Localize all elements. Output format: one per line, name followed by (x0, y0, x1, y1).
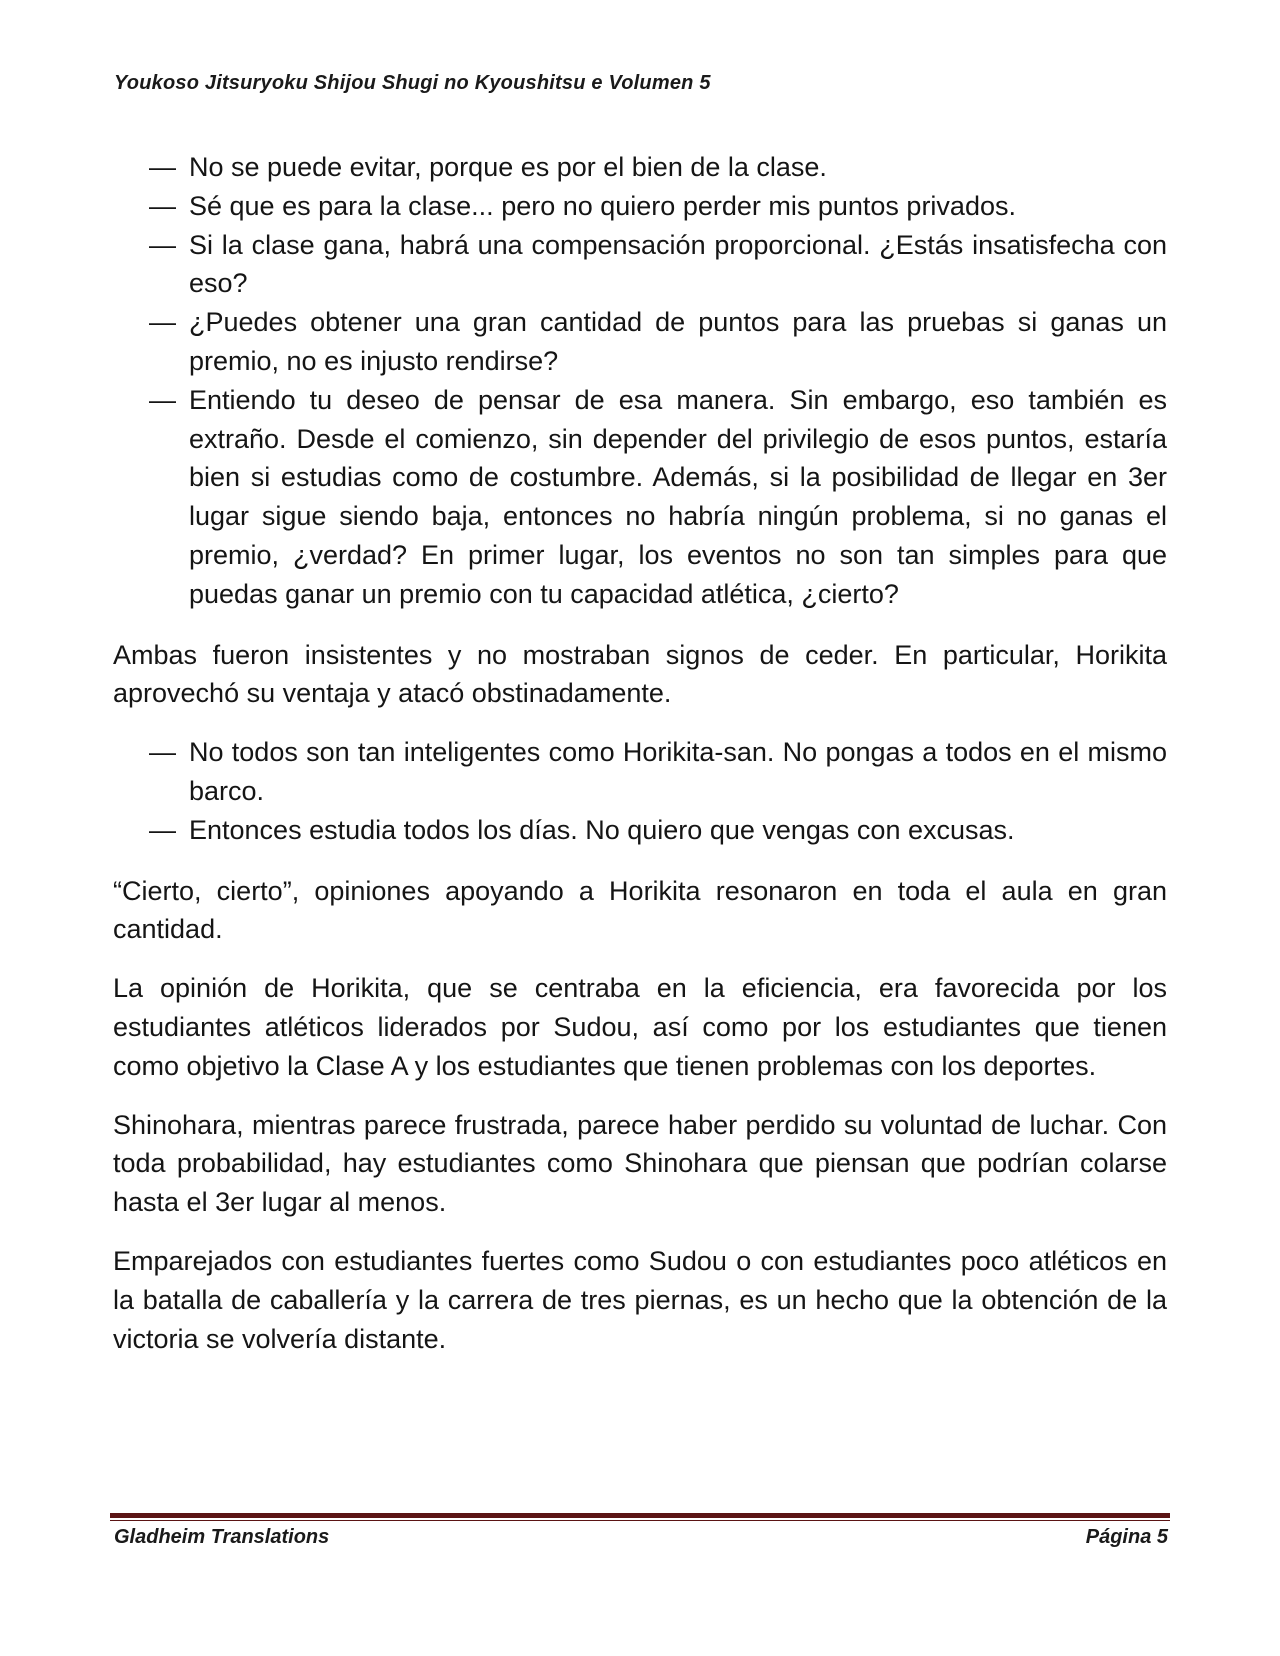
dialogue-dash: — (149, 307, 176, 338)
narration-paragraph: “Cierto, cierto”, opiniones apoyando a Horikita resonaron en toda el aula en gran cantidad. (113, 875, 1167, 945)
document-body (113, 148, 1167, 1378)
footer-divider (110, 1513, 1170, 1521)
dialogue-dash: — (149, 152, 176, 182)
dialogue-dash: — (149, 190, 176, 221)
dialogue-dash: — (149, 737, 176, 768)
dialogue-text: Entiendo tu deseo de pensar de esa manera. Sin embargo, eso también es extraño. Desde el comienzo, sin depender del privilegio de esos puntos, estaría bien si estudias como de costumbre. Además, si la posibilidad de llegar en 3er lugar sigue siendo baja, entonces no habría ningún problema, si no ganas el premio, ¿verdad? En primer lugar, los eventos no son tan simples para que puedas ganar un premio con tu capacidad atlética, ¿cierto? (189, 384, 1167, 609)
footer-divider-thin (110, 1520, 1170, 1521)
dialogue-text: No se puede evitar, porque es por el bien de la clase. (189, 152, 827, 182)
page-footer (114, 1526, 1168, 1549)
dialogue-line (113, 187, 1167, 226)
dialogue-dash: — (149, 384, 176, 415)
dialogue-text: ¿Puedes obtener una gran cantidad de puntos para las pruebas si ganas un premio, no es injusto rendirse? (189, 307, 1167, 376)
dialogue-block-1 (113, 148, 1167, 614)
dialogue-text: No todos son tan inteligentes como Horikita-san. No pongas a todos en el mismo barco. (189, 737, 1167, 806)
footer-page-number: Página 5 (1085, 1526, 1168, 1548)
dialogue-line (113, 226, 1167, 304)
dialogue-line (113, 303, 1167, 381)
narration-paragraph: Ambas fueron insistentes y no mostraban signos de ceder. En particular, Horikita aprovechó su ventaja y atacó obstinadamente. (113, 639, 1167, 709)
dialogue-text: Sé que es para la clase... pero no quiero perder mis puntos privados. (189, 190, 1016, 221)
narration-paragraph: La opinión de Horikita, que se centraba en la eficiencia, era favorecida por los estudiantes atléticos liderados por Sudou, así como por los estudiantes que tienen como objetivo la Clase A y los estudiantes que tienen problemas con los deportes. (113, 973, 1167, 1081)
footer-divider-thick (110, 1513, 1170, 1518)
dialogue-line (113, 148, 1167, 187)
dialogue-text: Si la clase gana, habrá una compensación proporcional. ¿Estás insatisfecha con eso? (189, 229, 1167, 299)
dialogue-line (113, 733, 1167, 811)
dialogue-dash: — (149, 229, 176, 260)
dialogue-line (113, 381, 1167, 614)
dialogue-dash: — (149, 814, 176, 845)
page-header-title: Youkoso Jitsuryoku Shijou Shugi no Kyoushitsu e Volumen 5 (114, 72, 711, 94)
narration-paragraph: Shinohara, mientras parece frustrada, parece haber perdido su voluntad de luchar. Con toda probabilidad, hay estudiantes como Shinohara que piensan que podrían colarse hasta el 3er lugar al menos. (113, 1109, 1167, 1218)
narration-paragraph: Emparejados con estudiantes fuertes como Sudou o con estudiantes poco atléticos en la batalla de caballería y la carrera de tres piernas, es un hecho que la obtención de la victoria se volvería distante. (113, 1245, 1167, 1354)
dialogue-text: Entonces estudia todos los días. No quiero que vengas con excusas. (189, 814, 1015, 845)
dialogue-line (113, 811, 1167, 850)
footer-publisher: Gladheim Translations (114, 1526, 330, 1548)
dialogue-block-2 (113, 733, 1167, 849)
